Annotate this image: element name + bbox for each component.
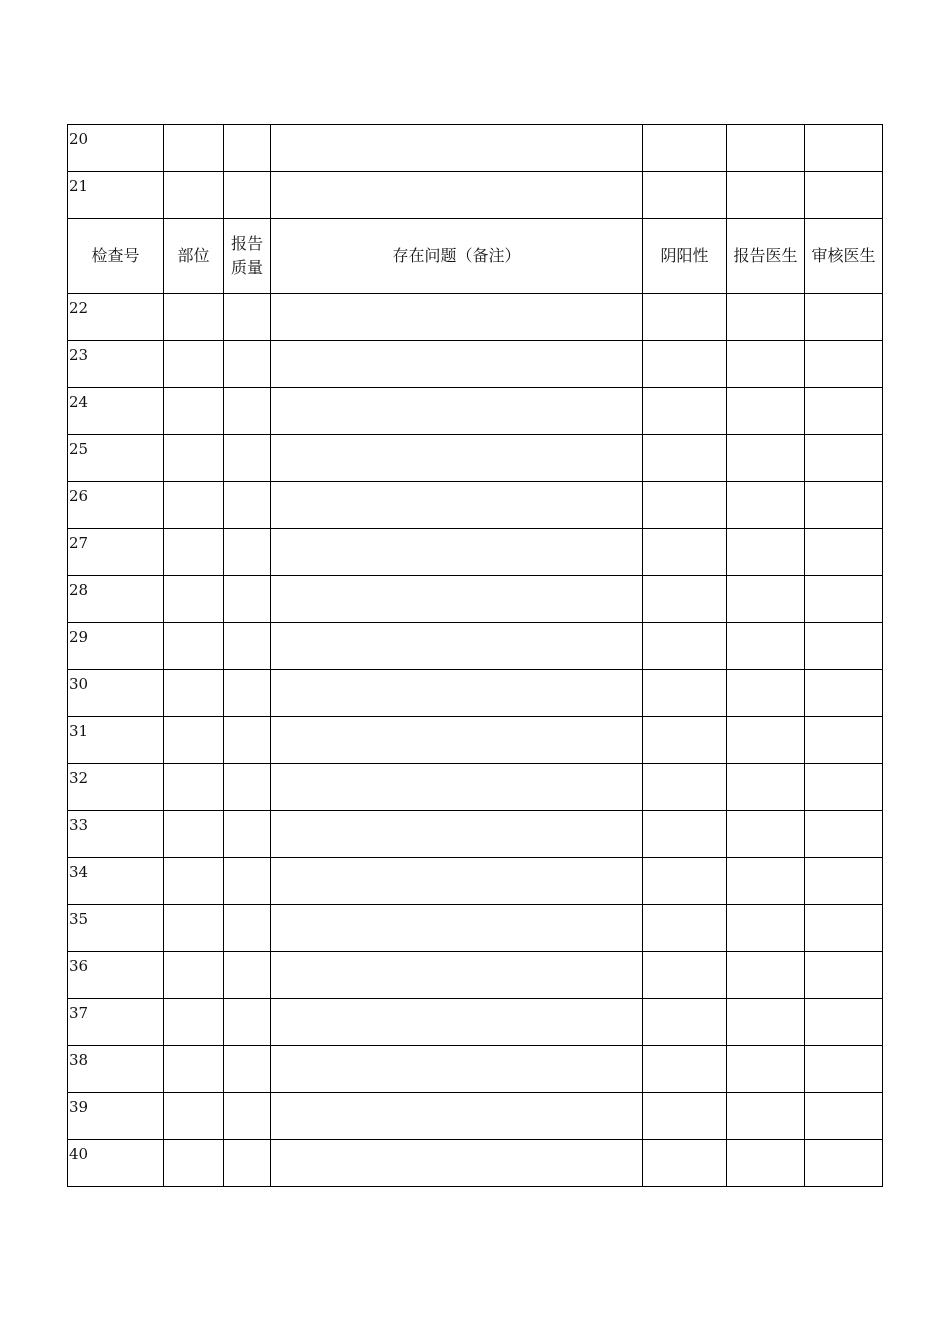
row-number: 34 (69, 863, 89, 881)
row-number: 26 (69, 487, 89, 505)
review-doctor-cell[interactable] (805, 1140, 883, 1187)
review-doctor-cell[interactable] (805, 172, 883, 219)
pos-neg-cell[interactable] (643, 811, 727, 858)
exam-no-cell[interactable] (68, 670, 164, 717)
report-doctor-cell[interactable] (727, 717, 805, 764)
table-row (68, 717, 883, 764)
report-doctor-cell[interactable] (727, 670, 805, 717)
header-issues: 存在问题（备注） (271, 219, 643, 294)
report-quality-cell[interactable] (224, 388, 271, 435)
exam-no-cell[interactable] (68, 811, 164, 858)
pos-neg-cell[interactable] (643, 294, 727, 341)
report-quality-cell[interactable] (224, 670, 271, 717)
row-number: 33 (69, 816, 89, 834)
report-doctor-cell[interactable] (727, 1093, 805, 1140)
row-number: 30 (69, 675, 89, 693)
site-cell[interactable] (164, 388, 224, 435)
pos-neg-cell[interactable] (643, 764, 727, 811)
table-row (68, 294, 883, 341)
issues-cell[interactable] (271, 125, 643, 172)
issues-cell[interactable] (271, 435, 643, 482)
issues-cell[interactable] (271, 717, 643, 764)
report-quality-cell[interactable] (224, 764, 271, 811)
site-cell[interactable] (164, 172, 224, 219)
site-cell[interactable] (164, 435, 224, 482)
review-doctor-cell[interactable] (805, 576, 883, 623)
issues-cell[interactable] (271, 811, 643, 858)
review-doctor-cell[interactable] (805, 482, 883, 529)
pos-neg-cell[interactable] (643, 999, 727, 1046)
table-row (68, 529, 883, 576)
row-number: 23 (69, 346, 89, 364)
report-doctor-cell[interactable] (727, 576, 805, 623)
report-quality-cell[interactable] (224, 623, 271, 670)
row-number: 39 (69, 1098, 89, 1116)
table-header-row (68, 219, 883, 294)
exam-no-cell[interactable] (68, 482, 164, 529)
site-cell[interactable] (164, 717, 224, 764)
header-report-quality (224, 219, 271, 294)
report-doctor-cell[interactable] (727, 294, 805, 341)
report-quality-cell[interactable] (224, 811, 271, 858)
report-doctor-cell[interactable] (727, 435, 805, 482)
report-doctor-cell[interactable] (727, 858, 805, 905)
report-quality-cell[interactable] (224, 1093, 271, 1140)
review-doctor-cell[interactable] (805, 999, 883, 1046)
issues-cell[interactable] (271, 905, 643, 952)
table-row (68, 905, 883, 952)
row-number: 28 (69, 581, 89, 599)
report-quality-cell[interactable] (224, 1140, 271, 1187)
review-doctor-cell[interactable] (805, 952, 883, 999)
issues-cell[interactable] (271, 388, 643, 435)
site-cell[interactable] (164, 999, 224, 1046)
table-row (68, 1046, 883, 1093)
issues-cell[interactable] (271, 858, 643, 905)
exam-no-cell[interactable] (68, 623, 164, 670)
header-report-quality-line2: 质量 (230, 258, 263, 277)
report-doctor-cell[interactable] (727, 1046, 805, 1093)
table-row (68, 952, 883, 999)
report-doctor-cell[interactable] (727, 764, 805, 811)
row-number: 20 (69, 130, 89, 148)
report-quality-cell[interactable] (224, 1046, 271, 1093)
report-quality-cell[interactable] (224, 172, 271, 219)
site-cell[interactable] (164, 482, 224, 529)
report-doctor-cell[interactable] (727, 125, 805, 172)
site-cell[interactable] (164, 670, 224, 717)
report-quality-cell[interactable] (224, 482, 271, 529)
row-number: 40 (69, 1145, 89, 1163)
issues-cell[interactable] (271, 952, 643, 999)
review-doctor-cell[interactable] (805, 811, 883, 858)
site-cell[interactable] (164, 1140, 224, 1187)
header-site: 部位 (164, 219, 224, 294)
issues-cell[interactable] (271, 294, 643, 341)
row-number: 27 (69, 534, 89, 552)
review-doctor-cell[interactable] (805, 717, 883, 764)
report-doctor-cell[interactable] (727, 341, 805, 388)
site-cell[interactable] (164, 623, 224, 670)
review-doctor-cell[interactable] (805, 435, 883, 482)
site-cell[interactable] (164, 764, 224, 811)
exam-no-cell[interactable] (68, 172, 164, 219)
table-row (68, 435, 883, 482)
exam-no-cell[interactable] (68, 858, 164, 905)
review-doctor-cell[interactable] (805, 388, 883, 435)
issues-cell[interactable] (271, 341, 643, 388)
site-cell[interactable] (164, 529, 224, 576)
site-cell[interactable] (164, 952, 224, 999)
exam-no-cell[interactable] (68, 435, 164, 482)
table-row (68, 811, 883, 858)
issues-cell[interactable] (271, 1093, 643, 1140)
exam-no-cell[interactable] (68, 952, 164, 999)
pos-neg-cell[interactable] (643, 482, 727, 529)
pos-neg-cell[interactable] (643, 435, 727, 482)
review-doctor-cell[interactable] (805, 858, 883, 905)
report-quality-cell[interactable] (224, 999, 271, 1046)
report-quality-cell[interactable] (224, 717, 271, 764)
issues-cell[interactable] (271, 1046, 643, 1093)
exam-no-cell[interactable] (68, 388, 164, 435)
exam-no-cell[interactable] (68, 1140, 164, 1187)
exam-no-cell[interactable] (68, 294, 164, 341)
quality-check-table (67, 124, 883, 1187)
row-number: 38 (69, 1051, 89, 1069)
header-exam-no: 检查号 (68, 219, 164, 294)
row-number: 31 (69, 722, 89, 740)
issues-cell[interactable] (271, 670, 643, 717)
pos-neg-cell[interactable] (643, 125, 727, 172)
report-doctor-cell[interactable] (727, 952, 805, 999)
site-cell[interactable] (164, 294, 224, 341)
row-number: 29 (69, 628, 89, 646)
table-row (68, 764, 883, 811)
report-quality-cell[interactable] (224, 435, 271, 482)
pos-neg-cell[interactable] (643, 623, 727, 670)
header-review-doctor: 审核医生 (805, 219, 883, 294)
review-doctor-cell[interactable] (805, 623, 883, 670)
report-quality-cell[interactable] (224, 125, 271, 172)
exam-no-cell[interactable] (68, 125, 164, 172)
header-pos-neg: 阴阳性 (643, 219, 727, 294)
report-doctor-cell[interactable] (727, 388, 805, 435)
report-doctor-cell[interactable] (727, 905, 805, 952)
site-cell[interactable] (164, 576, 224, 623)
review-doctor-cell[interactable] (805, 1093, 883, 1140)
row-number: 35 (69, 910, 89, 928)
issues-cell[interactable] (271, 172, 643, 219)
exam-no-cell[interactable] (68, 999, 164, 1046)
site-cell[interactable] (164, 125, 224, 172)
report-doctor-cell[interactable] (727, 529, 805, 576)
row-number: 36 (69, 957, 89, 975)
exam-no-cell[interactable] (68, 341, 164, 388)
site-cell[interactable] (164, 811, 224, 858)
report-doctor-cell[interactable] (727, 811, 805, 858)
site-cell[interactable] (164, 905, 224, 952)
report-doctor-cell[interactable] (727, 999, 805, 1046)
review-doctor-cell[interactable] (805, 294, 883, 341)
exam-no-cell[interactable] (68, 905, 164, 952)
issues-cell[interactable] (271, 623, 643, 670)
report-quality-cell[interactable] (224, 905, 271, 952)
table-row (68, 341, 883, 388)
issues-cell[interactable] (271, 999, 643, 1046)
row-number: 24 (69, 393, 89, 411)
issues-cell[interactable] (271, 576, 643, 623)
exam-no-cell[interactable] (68, 529, 164, 576)
issues-cell[interactable] (271, 764, 643, 811)
review-doctor-cell[interactable] (805, 1046, 883, 1093)
row-number: 21 (69, 177, 89, 195)
pos-neg-cell[interactable] (643, 1093, 727, 1140)
table-row (68, 999, 883, 1046)
table-row (68, 1093, 883, 1140)
review-doctor-cell[interactable] (805, 529, 883, 576)
table-row (68, 482, 883, 529)
review-doctor-cell[interactable] (805, 905, 883, 952)
pos-neg-cell[interactable] (643, 952, 727, 999)
issues-cell[interactable] (271, 529, 643, 576)
row-number: 22 (69, 299, 89, 317)
table-row (68, 858, 883, 905)
site-cell[interactable] (164, 1093, 224, 1140)
report-quality-cell[interactable] (224, 529, 271, 576)
pos-neg-cell[interactable] (643, 858, 727, 905)
table-row (68, 1140, 883, 1187)
report-doctor-cell[interactable] (727, 172, 805, 219)
pos-neg-cell[interactable] (643, 670, 727, 717)
row-number: 32 (69, 769, 89, 787)
site-cell[interactable] (164, 341, 224, 388)
header-report-quality-line1: 报告 (230, 234, 263, 253)
table-row (68, 576, 883, 623)
table-row (68, 125, 883, 172)
pos-neg-cell[interactable] (643, 529, 727, 576)
pos-neg-cell[interactable] (643, 1046, 727, 1093)
report-quality-cell[interactable] (224, 294, 271, 341)
review-doctor-cell[interactable] (805, 764, 883, 811)
row-number: 25 (69, 440, 89, 458)
pos-neg-cell[interactable] (643, 717, 727, 764)
review-doctor-cell[interactable] (805, 670, 883, 717)
report-quality-cell[interactable] (224, 858, 271, 905)
report-doctor-cell[interactable] (727, 623, 805, 670)
row-number: 37 (69, 1004, 89, 1022)
exam-no-cell[interactable] (68, 1046, 164, 1093)
table-row (68, 623, 883, 670)
issues-cell[interactable] (271, 1140, 643, 1187)
exam-no-cell[interactable] (68, 764, 164, 811)
issues-cell[interactable] (271, 482, 643, 529)
exam-no-cell[interactable] (68, 576, 164, 623)
review-doctor-cell[interactable] (805, 125, 883, 172)
exam-no-cell[interactable] (68, 1093, 164, 1140)
report-doctor-cell[interactable] (727, 1140, 805, 1187)
report-quality-cell[interactable] (224, 341, 271, 388)
review-doctor-cell[interactable] (805, 341, 883, 388)
report-quality-cell[interactable] (224, 576, 271, 623)
site-cell[interactable] (164, 1046, 224, 1093)
pos-neg-cell[interactable] (643, 388, 727, 435)
site-cell[interactable] (164, 858, 224, 905)
table-row (68, 388, 883, 435)
report-quality-cell[interactable] (224, 952, 271, 999)
table-row (68, 670, 883, 717)
header-report-doctor: 报告医生 (727, 219, 805, 294)
table-row (68, 172, 883, 219)
pos-neg-cell[interactable] (643, 576, 727, 623)
pos-neg-cell[interactable] (643, 905, 727, 952)
pos-neg-cell[interactable] (643, 1140, 727, 1187)
report-doctor-cell[interactable] (727, 482, 805, 529)
pos-neg-cell[interactable] (643, 172, 727, 219)
pos-neg-cell[interactable] (643, 341, 727, 388)
exam-no-cell[interactable] (68, 717, 164, 764)
